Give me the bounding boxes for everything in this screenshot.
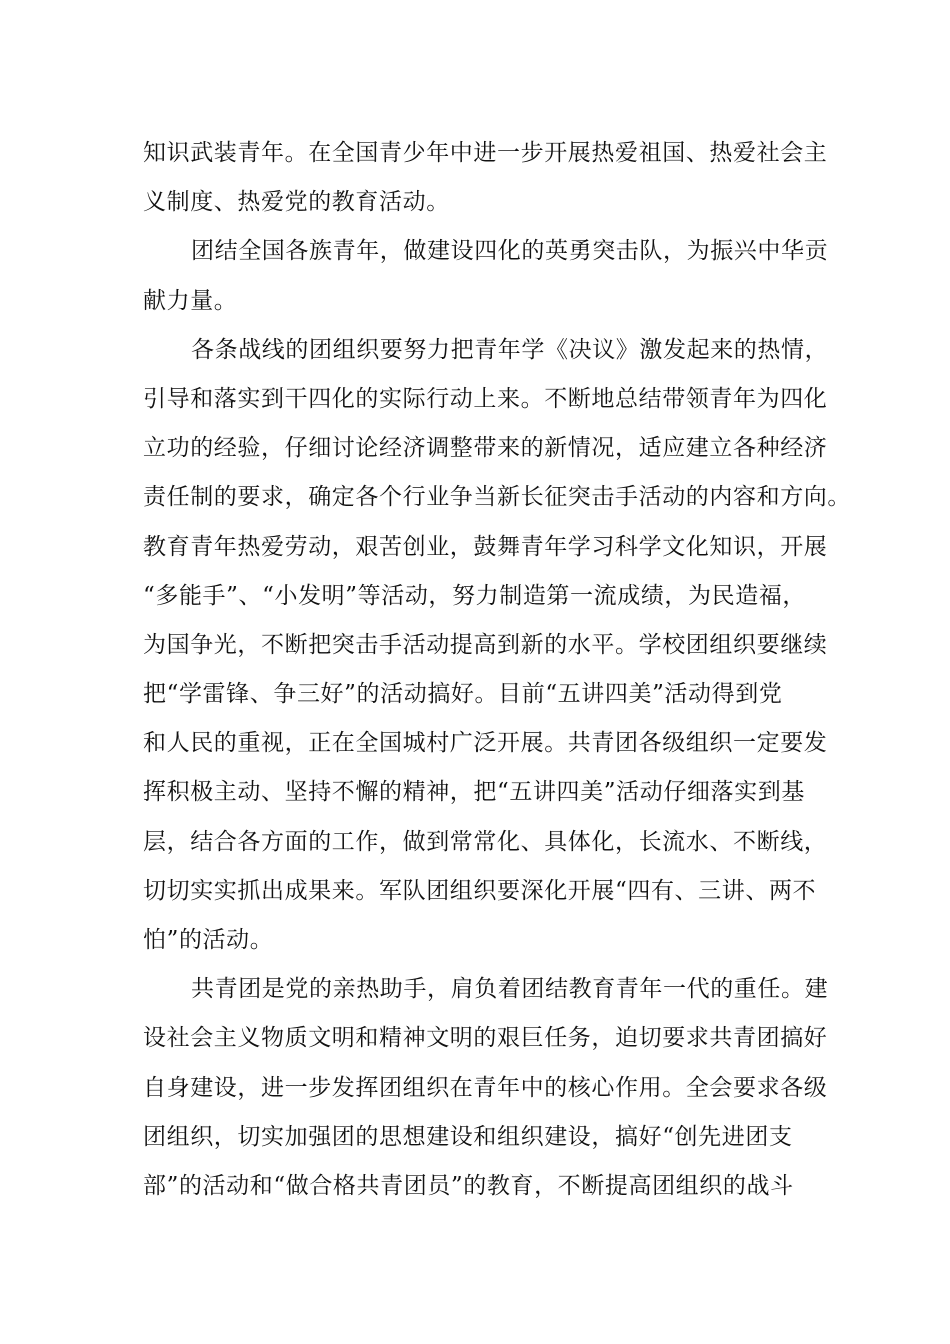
text-line: 各条战线的团组织要努力把青年学《决议》激发起来的热情， — [191, 336, 829, 363]
body-text — [143, 129, 851, 1211]
text-line: 怕”的活动。 — [143, 927, 274, 953]
text-line: 团组织，切实加强团的思想建设和组织建设，搞好“创先进团支 — [143, 1123, 793, 1150]
text-line: 团结全国各族青年，做建设四化的英勇突击队，为振兴中华贡 — [191, 238, 829, 265]
text-line: 引导和落实到干四化的实际行动上来。不断地总结带领青年为四化 — [143, 385, 828, 412]
text-line: “多能手”、“小发明”等活动，努力制造第一流成绩，为民造福， — [143, 582, 807, 609]
text-line: 自身建设，进一步发挥团组织在青年中的核心作用。全会要求各级 — [143, 1074, 828, 1101]
text-line: 立功的经验，仔细讨论经济调整带来的新情况，适应建立各种经济 — [143, 435, 828, 462]
text-line: 和人民的重视，正在全国城村广泛开展。共青团各级组织一定要发 — [143, 730, 828, 757]
text-line: 义制度、热爱党的教育活动。 — [143, 189, 450, 216]
text-line: 设社会主义物质文明和精神文明的艰巨任务，迫切要求共青团搞好 — [143, 1025, 828, 1052]
text-line: 教育青年热爱劳动，艰苦创业，鼓舞青年学习科学文化知识，开展 — [143, 533, 828, 560]
text-line: 挥积极主动、坚持不懈的精神，把“五讲四美”活动仔细落实到基 — [143, 779, 805, 806]
text-line: 责任制的要求，确定各个行业争当新长征突击手活动的内容和方向。 — [143, 484, 851, 511]
text-line: 共青团是党的亲热助手，肩负着团结教育青年一代的重任。建 — [191, 976, 829, 1003]
text-line: 献力量。 — [143, 287, 238, 314]
text-line: 把“学雷锋、争三好”的活动搞好。目前“五讲四美”活动得到党 — [143, 681, 783, 708]
text-line: 部”的活动和“做合格共青团员”的教育，不断提高团组织的战斗 — [143, 1172, 794, 1199]
text-line: 知识武装青年。在全国青少年中进一步开展热爱祖国、热爱社会主 — [143, 140, 828, 166]
text-line: 切切实实抓出成果来。军队团组织要深化开展“四有、三讲、两不 — [143, 877, 817, 904]
text-line: 为国争光，不断把突击手活动提高到新的水平。学校团组织要继续 — [143, 631, 828, 658]
text-line: 层，结合各方面的工作，做到常常化、具体化，长流水、不断线， — [143, 828, 828, 855]
